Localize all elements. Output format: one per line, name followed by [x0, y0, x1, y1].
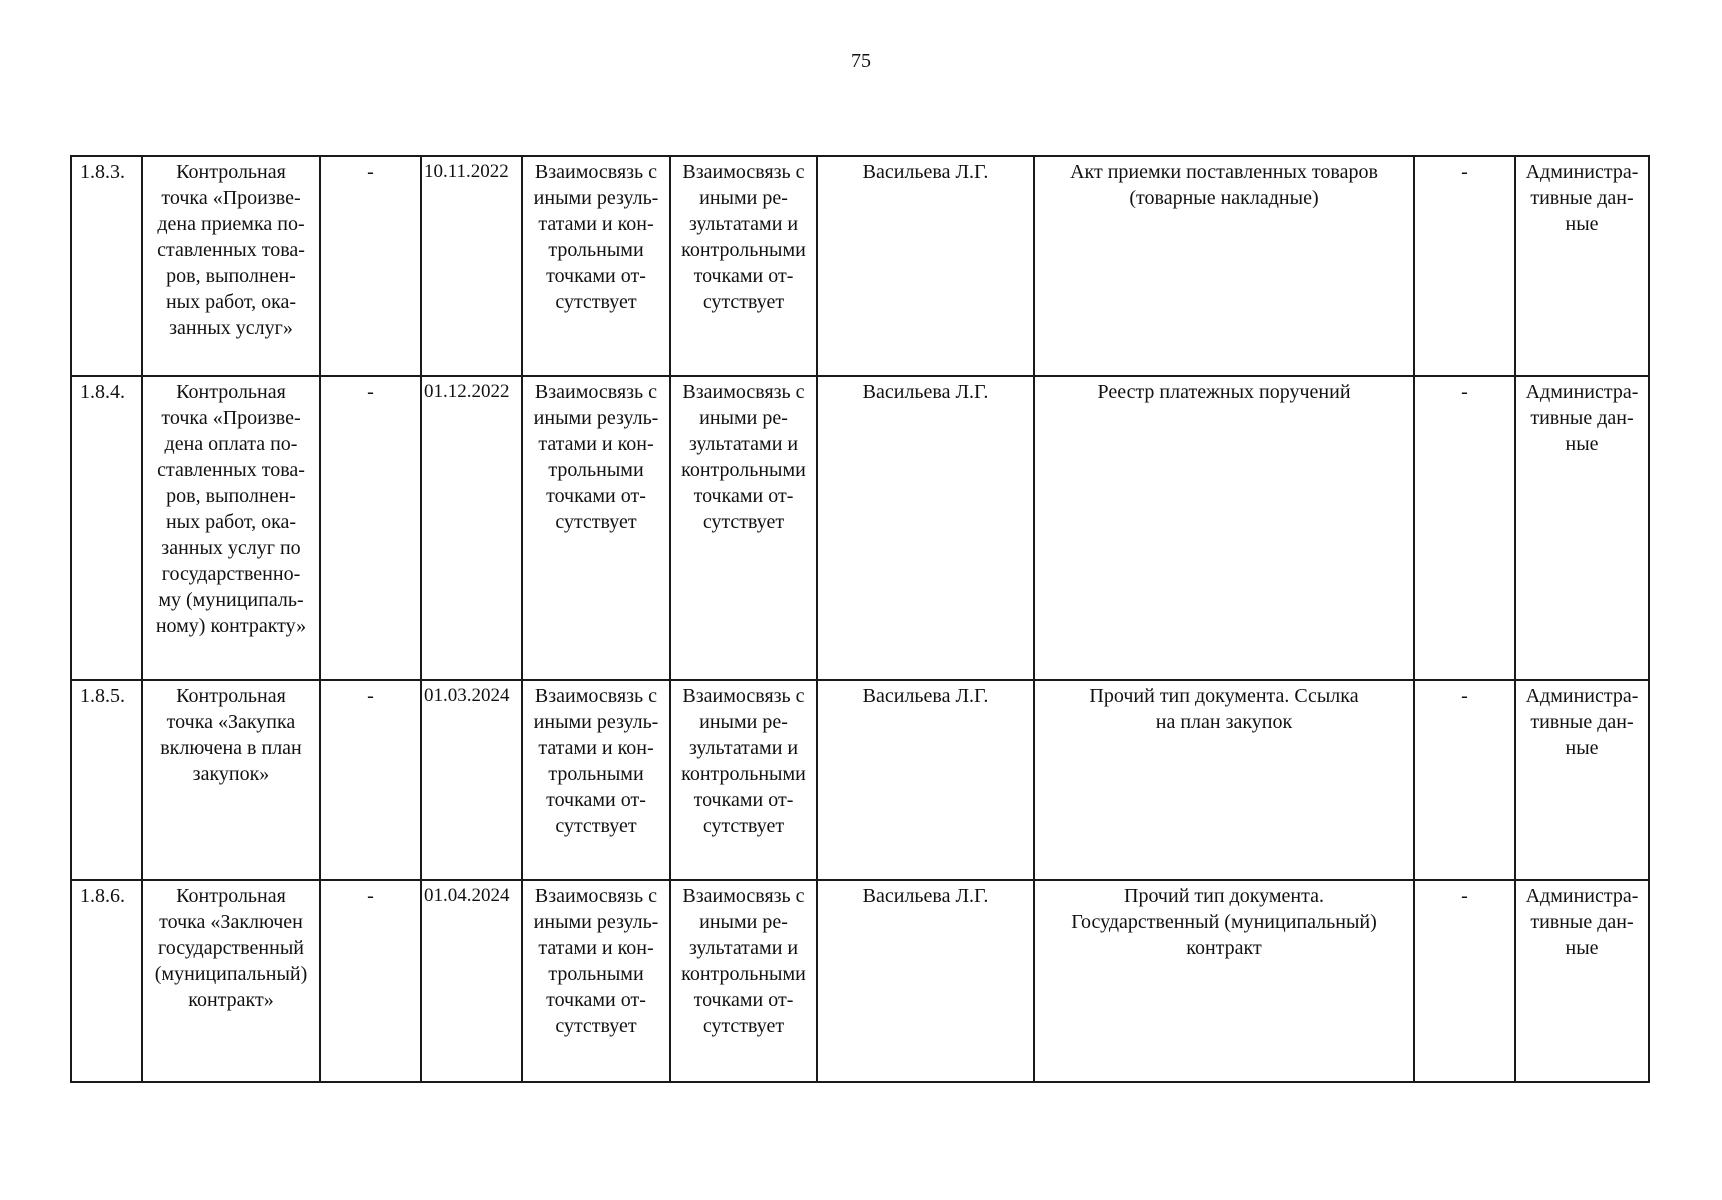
base-value: -	[320, 680, 421, 880]
control-point-name: Контрольная точка «Заключен государственный (муниципальный) контракт»	[142, 880, 320, 1082]
link-control-points: Взаимосвязь с иными ре- зультатами и контрольными точками от- сутствует	[670, 680, 817, 880]
link-results: Взаимосвязь с иными резуль- татами и кон- трольными точками от- сутствует	[522, 880, 670, 1082]
base-value: -	[320, 880, 421, 1082]
document-type: Прочий тип документа. Государственный (муниципальный) контракт	[1034, 880, 1414, 1082]
responsible-person: Васильева Л.Г.	[817, 156, 1034, 376]
responsible-person: Васильева Л.Г.	[817, 376, 1034, 680]
information-source: Администра- тивные дан- ные	[1515, 680, 1649, 880]
information-source: Администра- тивные дан- ные	[1515, 156, 1649, 376]
responsible-person: Васильева Л.Г.	[817, 880, 1034, 1082]
link-results: Взаимосвязь с иными резуль- татами и кон- трольными точками от- сутствует	[522, 376, 670, 680]
table-row	[71, 880, 1649, 1082]
document-type: Реестр платежных поручений	[1034, 376, 1414, 680]
link-results: Взаимосвязь с иными резуль- татами и кон- трольными точками от- сутствует	[522, 680, 670, 880]
control-point-name: Контрольная точка «Закупка включена в план закупок»	[142, 680, 320, 880]
information-source: Администра- тивные дан- ные	[1515, 376, 1649, 680]
table-row	[71, 680, 1649, 880]
extra-value: -	[1414, 880, 1515, 1082]
row-number: 1.8.5.	[71, 680, 142, 880]
row-number: 1.8.4.	[71, 376, 142, 680]
information-source: Администра- тивные дан- ные	[1515, 880, 1649, 1082]
link-control-points: Взаимосвязь с иными ре- зультатами и контрольными точками от- сутствует	[670, 376, 817, 680]
deadline-date: 01.12.2022	[421, 376, 522, 680]
extra-value: -	[1414, 680, 1515, 880]
table-row	[71, 376, 1649, 680]
extra-value: -	[1414, 376, 1515, 680]
row-number: 1.8.3.	[71, 156, 142, 376]
deadline-date: 01.04.2024	[421, 880, 522, 1082]
row-number: 1.8.6.	[71, 880, 142, 1082]
deadline-date: 01.03.2024	[421, 680, 522, 880]
document-type: Акт приемки поставленных товаров (товарные накладные)	[1034, 156, 1414, 376]
base-value: -	[320, 156, 421, 376]
link-results: Взаимосвязь с иными резуль- татами и кон- трольными точками от- сутствует	[522, 156, 670, 376]
link-control-points: Взаимосвязь с иными ре- зультатами и контрольными точками от- сутствует	[670, 880, 817, 1082]
control-point-name: Контрольная точка «Произве- дена приемка по- ставленных това- ров, выполнен- ных работ, ока- занных услуг»	[142, 156, 320, 376]
control-points-table	[70, 155, 1650, 1083]
deadline-date: 10.11.2022	[421, 156, 522, 376]
control-point-name: Контрольная точка «Произве- дена оплата по- ставленных това- ров, выполнен- ных работ, ока- занных услуг по государственно- му (муниципаль- ному) контракту»	[142, 376, 320, 680]
page-number: 75	[851, 50, 871, 72]
table-row	[71, 156, 1649, 376]
extra-value: -	[1414, 156, 1515, 376]
responsible-person: Васильева Л.Г.	[817, 680, 1034, 880]
base-value: -	[320, 376, 421, 680]
document-type: Прочий тип документа. Ссылка на план закупок	[1034, 680, 1414, 880]
link-control-points: Взаимосвязь с иными ре- зультатами и контрольными точками от- сутствует	[670, 156, 817, 376]
